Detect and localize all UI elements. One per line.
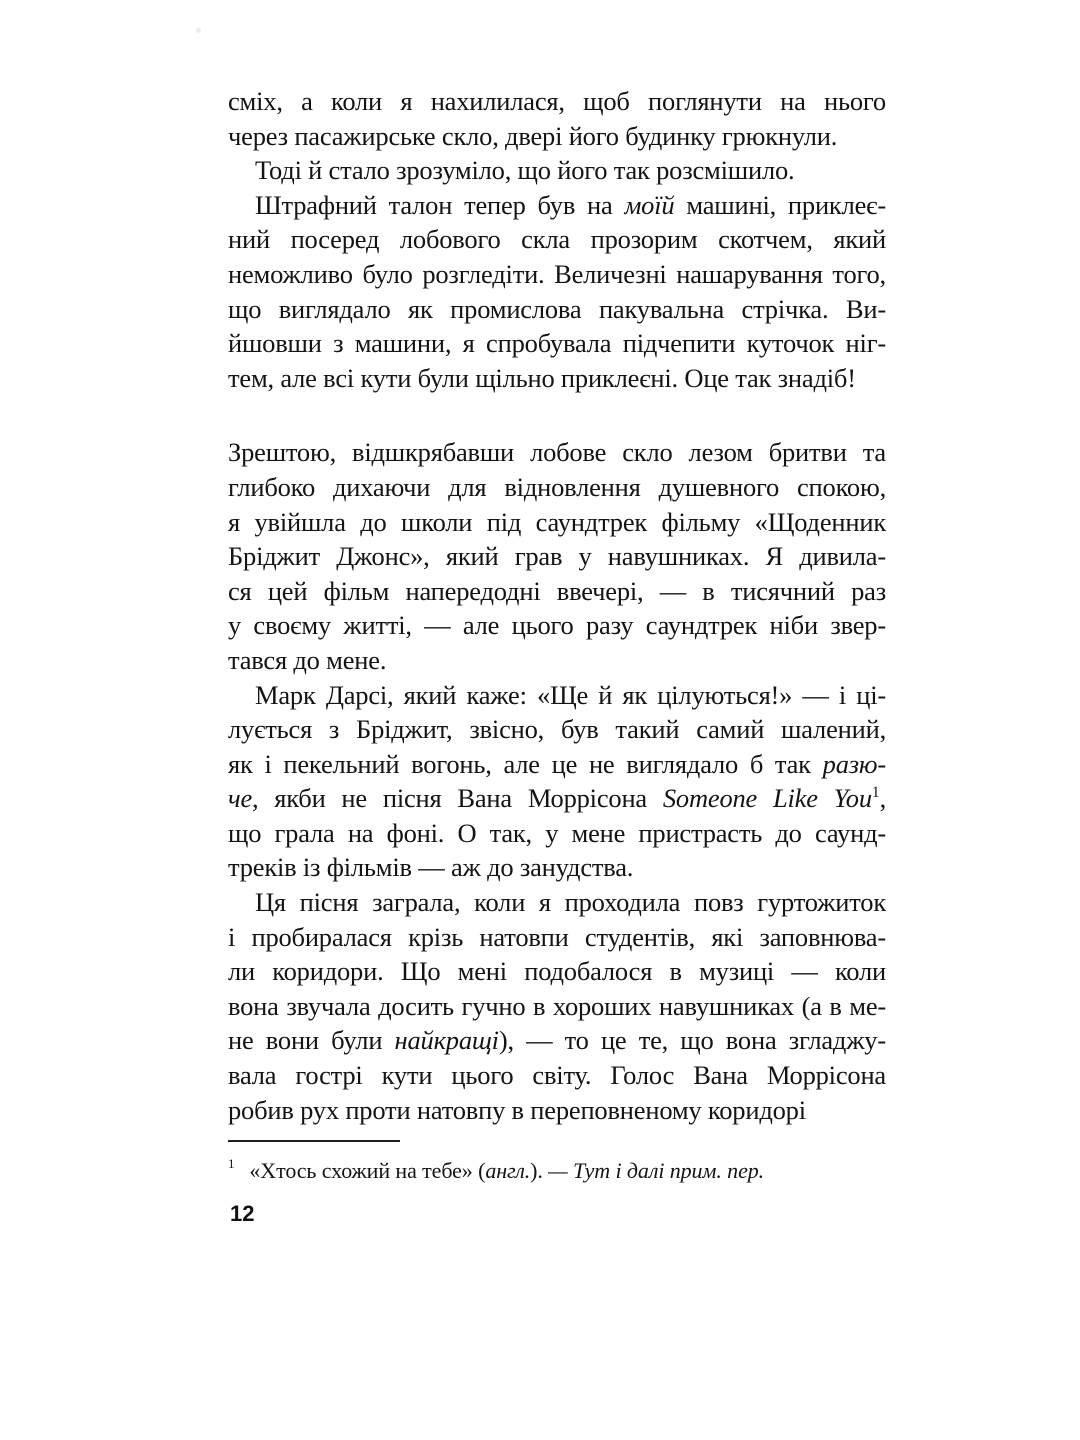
text-segment: вала гострі кути цього світу. Голос Вана Моррісона <box>228 1060 886 1091</box>
text-line <box>228 257 886 292</box>
text-segment: не вони були <box>228 1025 395 1056</box>
text-line <box>228 292 886 327</box>
text-line <box>228 539 886 574</box>
text-segment: у своєму житті, — але цього разу саундтрек ніби звер- <box>228 610 886 641</box>
text-segment: вона звучала досить гучно в хороших навушниках (а в ме- <box>228 990 886 1021</box>
text-segment: Зрештою, відшкрябавши лобове скло лезом бритви та <box>228 437 886 468</box>
text-line <box>228 989 886 1024</box>
text-line <box>228 816 886 851</box>
text-line <box>228 885 886 920</box>
text-segment: машині, приклеє- <box>674 189 886 220</box>
text-line <box>228 326 886 361</box>
text-segment: найкращі <box>394 1025 499 1056</box>
text-segment: йшовши з машини, я спробувала підчепити куточок ніг- <box>228 328 886 359</box>
paragraph <box>228 188 886 396</box>
paragraph <box>228 435 886 677</box>
text-segment: неможливо було розгледіти. Величезні нашарування того, <box>228 258 886 289</box>
text-line <box>228 505 886 540</box>
text-segment: я увійшла до школи під саундтрек фільму «Щоденник <box>228 506 886 537</box>
text-line <box>228 1058 886 1093</box>
text-segment: глибоко дихаючи для відновлення душевного спокою, <box>228 471 886 502</box>
text-segment: — Тут і далі прим. пер. <box>548 1158 765 1184</box>
text-segment: Тоді й стало зрозуміло, що його так розсмішило. <box>255 155 795 186</box>
text-segment: що виглядало як промислова пакувальна стрічка. Ви- <box>228 293 886 324</box>
text-line <box>228 643 886 678</box>
text-line <box>228 954 886 989</box>
text-line <box>228 850 886 885</box>
text-line <box>228 712 886 747</box>
footnote <box>228 1152 886 1185</box>
text-segment: Марк Дарсі, який каже: «Ще й як цілуються!» — і ці- <box>255 679 886 710</box>
paragraph <box>228 885 886 1127</box>
text-segment: ли коридори. Що мені подобалося в музиці — коли <box>228 956 886 987</box>
text-line <box>228 574 886 609</box>
footnote-separator <box>228 1140 400 1142</box>
text-segment: англ. <box>485 1158 531 1184</box>
text-line <box>228 361 886 396</box>
text-segment: тався до мене. <box>228 644 387 675</box>
text-segment: тем, але всі кути були щільно приклеєні. Оце так знадіб! <box>228 362 856 393</box>
text-segment: треків із фільмів — аж до занудства. <box>228 852 634 883</box>
text-line <box>228 781 886 816</box>
footnote-marker: 1 <box>228 1156 235 1171</box>
text-segment: Someone Like You <box>662 783 872 814</box>
text-line <box>228 678 886 713</box>
text-block <box>228 84 886 1127</box>
text-segment: ний посеред лобового скла прозорим скотчем, який <box>228 224 886 255</box>
text-line <box>228 1023 886 1058</box>
text-segment: ). <box>530 1158 549 1184</box>
text-segment: як і пекельний вогонь, але це не виглядало б так <box>228 748 823 779</box>
text-segment: що грала на фоні. О так, у мене пристрасть до саунд- <box>228 817 886 848</box>
text-segment: робив рух проти натовпу в переповненому коридорі <box>228 1094 806 1125</box>
text-segment: і пробиралася крізь натовпи студентів, які заповнюва- <box>228 921 886 952</box>
paragraph <box>228 153 886 188</box>
text-segment: моїй <box>624 189 675 220</box>
footnote-reference: 1 <box>871 784 880 802</box>
text-segment: , <box>879 783 886 814</box>
text-line <box>228 188 886 223</box>
text-segment: сміх, а коли я нахилилася, щоб поглянути на нього <box>228 86 886 116</box>
text-line <box>228 747 886 782</box>
footnote-text <box>249 1158 764 1183</box>
text-line <box>228 435 886 470</box>
text-line <box>228 1093 886 1128</box>
text-segment: ), — то це те, що вона згладжу- <box>498 1025 886 1056</box>
paragraph <box>228 678 886 886</box>
text-segment: Штрафний талон тепер був на <box>255 189 625 220</box>
text-line <box>228 608 886 643</box>
text-segment: Ця пісня заграла, коли я проходила повз гуртожиток <box>255 887 886 918</box>
text-line <box>228 222 886 257</box>
text-line <box>228 470 886 505</box>
text-line <box>228 153 886 188</box>
paragraph <box>228 84 886 153</box>
text-segment: ся цей фільм напередодні ввечері, — в тисячний раз <box>228 575 886 606</box>
scan-artifact-dot <box>196 28 201 33</box>
text-line <box>228 920 886 955</box>
text-line <box>228 84 886 119</box>
text-segment: лується з Бріджит, звісно, був такий самий шалений, <box>228 714 886 745</box>
text-segment: через пасажирське скло, двері його будинку грюкнули. <box>228 120 838 151</box>
text-segment: разю- <box>822 748 886 779</box>
text-segment: «Хтось схожий на тебе» ( <box>249 1158 486 1184</box>
text-segment: , якби не пісня Вана Моррісона <box>252 783 663 814</box>
text-line <box>228 119 886 154</box>
text-segment: че <box>228 783 253 814</box>
page-number: 12 <box>230 1201 255 1226</box>
text-segment: Бріджит Джонс», який грав у навушниках. Я дивила- <box>228 541 886 572</box>
footnote-block <box>228 1140 886 1185</box>
